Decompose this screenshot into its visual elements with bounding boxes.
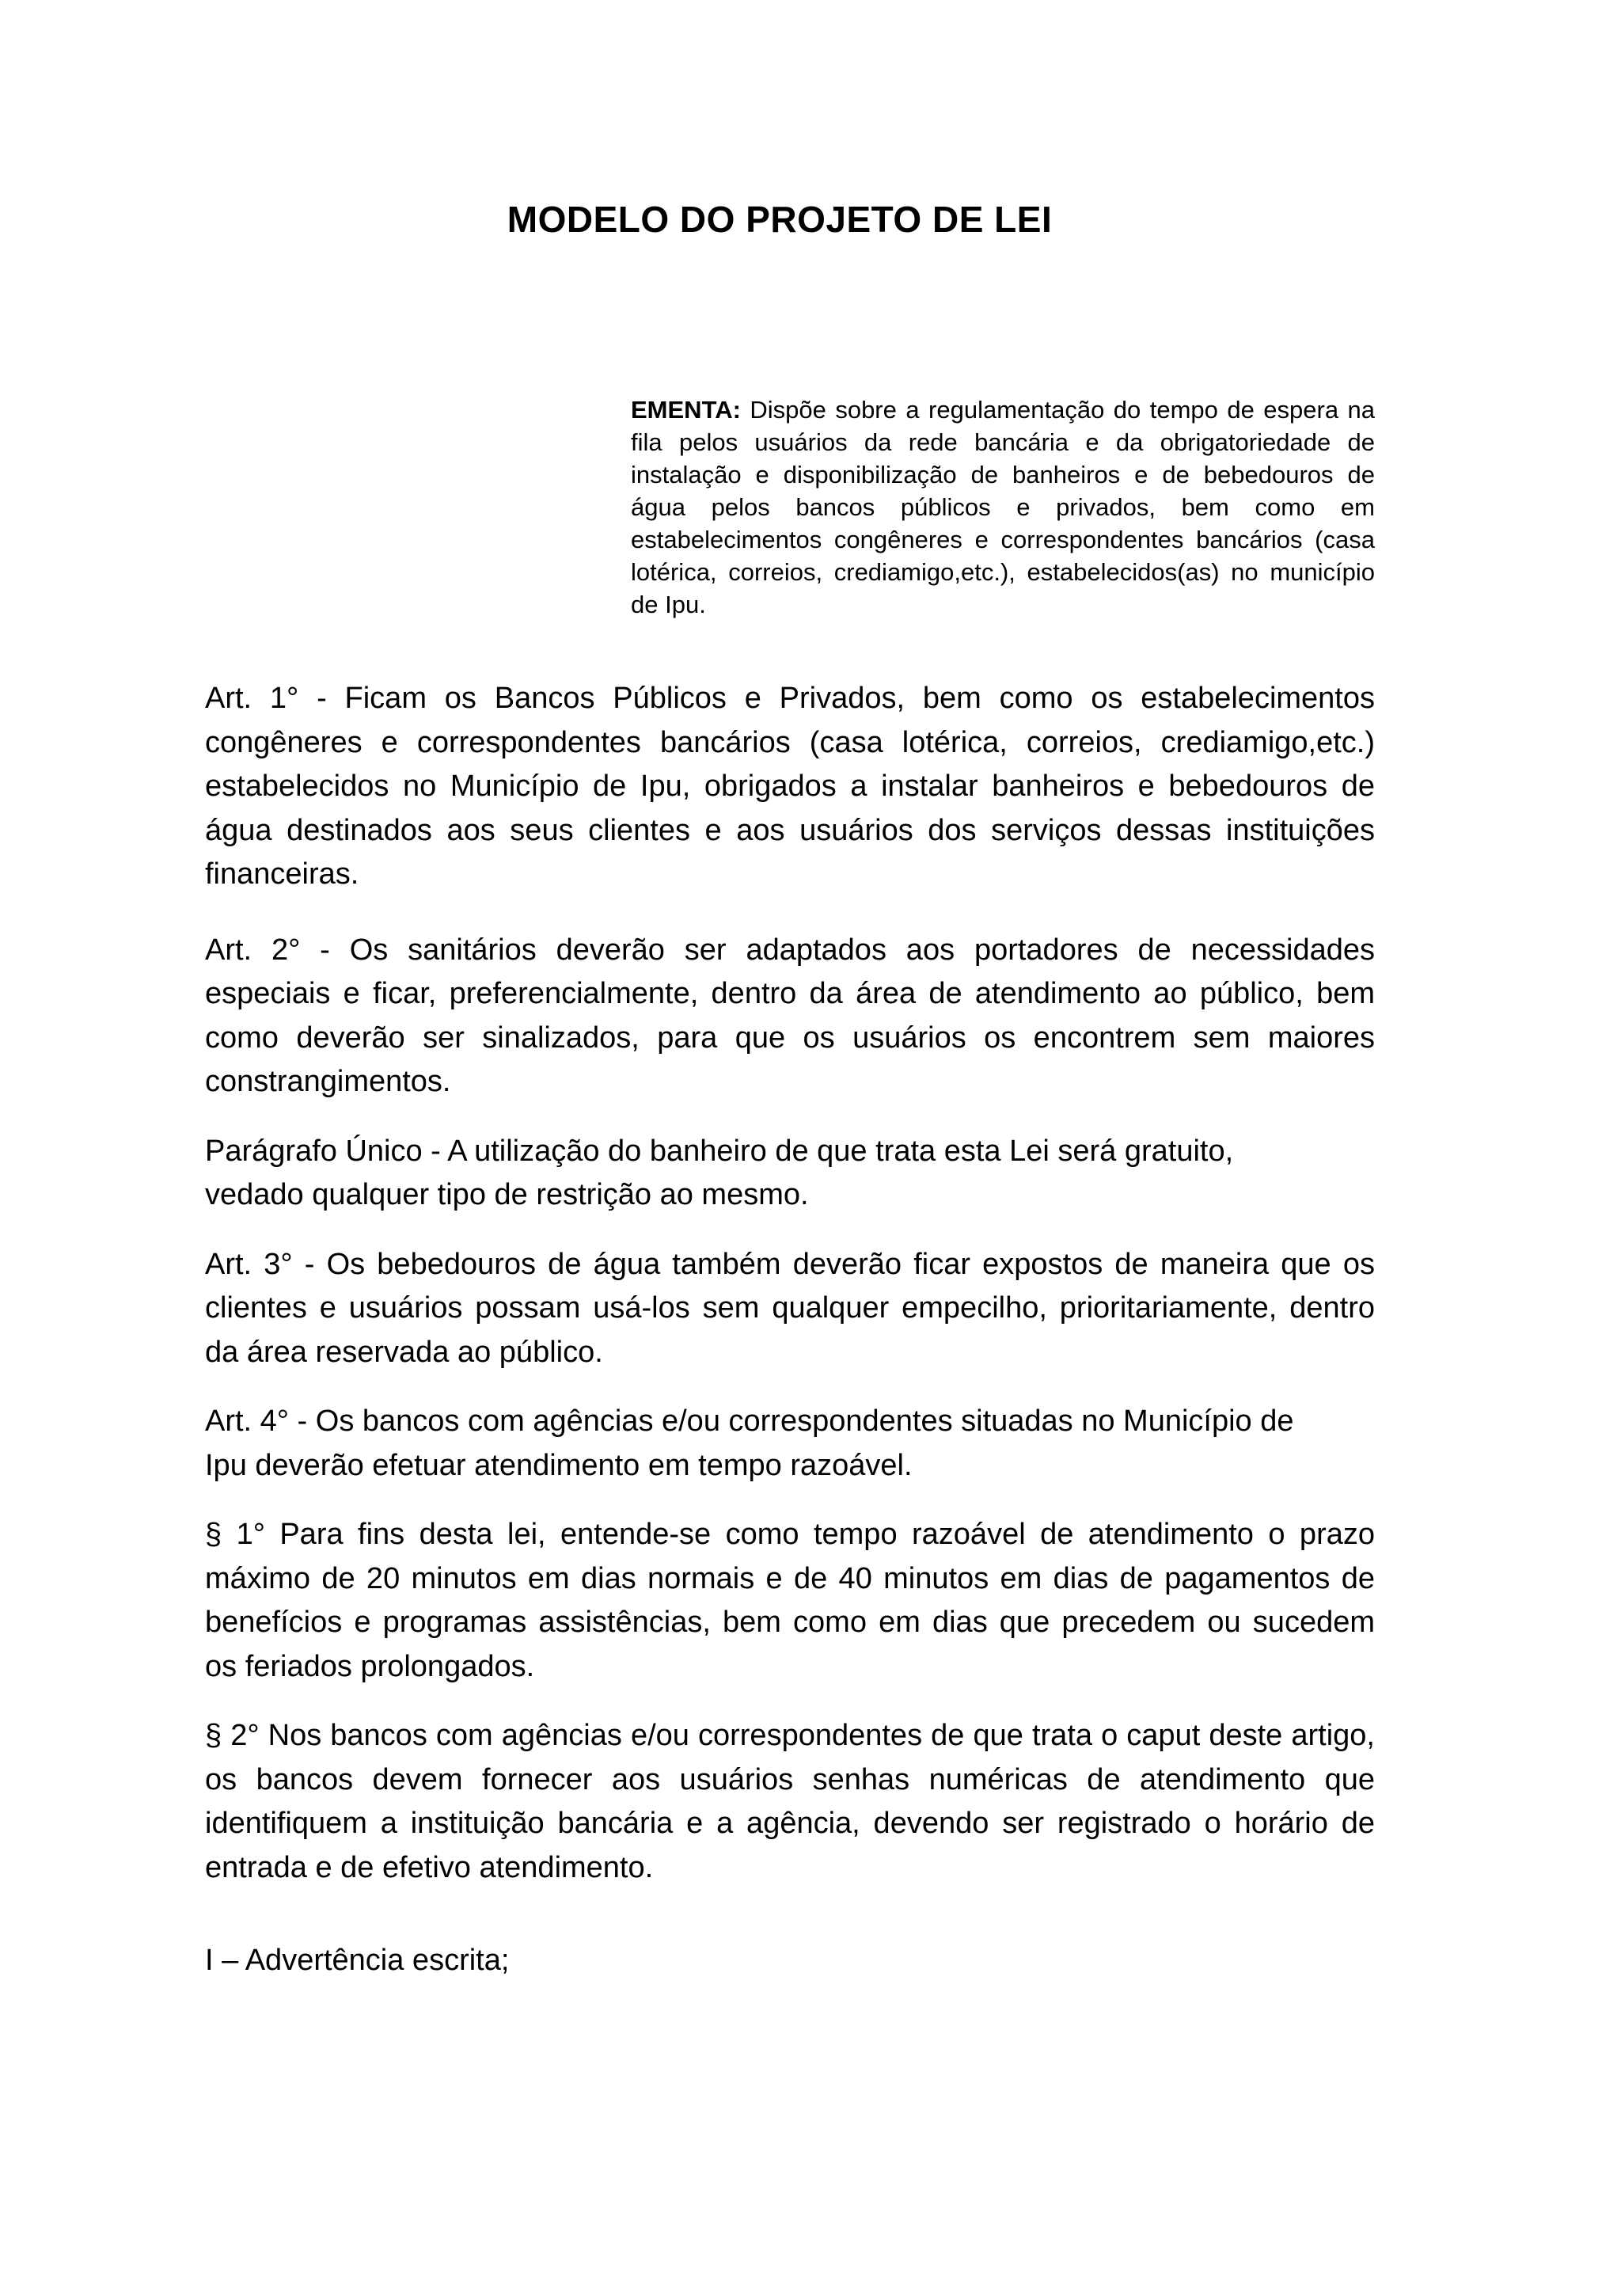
document-title: MODELO DO PROJETO DE LEI xyxy=(507,199,1053,240)
ementa-block xyxy=(631,393,1375,621)
article-4-line-1: Art. 4° - Os bancos com agências e/ou correspondentes situadas no Município de xyxy=(205,1405,1294,1438)
ementa-label: EMENTA: xyxy=(631,396,741,424)
paragrafo-unico-line-1: Parágrafo Único - A utilização do banheiro de que trata esta Lei será gratuito, xyxy=(205,1134,1234,1168)
article-3: Art. 3° - Os bebedouros de água também deverão ficar expostos de maneira que os clientes e usuários possam usá-los sem qualquer empecilho, prioritariamente, dentro da área reservada ao público. xyxy=(205,1247,1375,1369)
document-body xyxy=(205,677,1375,1983)
article-2: Art. 2° - Os sanitários deverão ser adaptados aos portadores de necessidades especiais e ficar, preferencialmente, dentro da área de atendimento ao público, bem como deverão ser sinalizados, para que os usuários os encontrem sem maiores constrangimentos. xyxy=(205,933,1375,1098)
article-4-line-2: Ipu deverão efetuar atendimento em tempo razoável. xyxy=(205,1448,913,1482)
article-4 xyxy=(205,1400,1375,1488)
article-1: Art. 1° - Ficam os Bancos Públicos e Privados, bem como os estabelecimentos congêneres e correspondentes bancários (casa lotérica, correios, crediamigo,etc.) estabelecidos no Município de Ipu, obrigados a instalar banheiros e bebedouros de água destinados aos seus clientes e aos usuários dos serviços dessas instituições financeiras. xyxy=(205,682,1375,891)
paragrafo-unico xyxy=(205,1130,1375,1218)
inciso-1: I – Advertência escrita; xyxy=(205,1944,510,1977)
section-paragraph-2: § 2° Nos bancos com agências e/ou correspondentes de que trata o caput deste artigo, os bancos devem fornecer aos usuários senhas numéricas de atendimento que identifiquem a instituição bancária e a agência, devendo ser registrado o horário de entrada e de efetivo atendimento. xyxy=(205,1719,1375,1884)
ementa-text: Dispõe sobre a regulamentação do tempo de espera na fila pelos usuários da rede bancária e da obrigatoriedade de instalação e disponibilização de banheiros e de bebedouros de água pelos bancos públicos e privados, bem como em estabelecimentos congêneres e correspondentes bancários (casa lotérica, correios, crediamigo,etc.), estabelecidos(as) no município de Ipu. xyxy=(631,396,1375,618)
section-paragraph-1: § 1° Para fins desta lei, entende-se como tempo razoável de atendimento o prazo máximo de 20 minutos em dias normais e de 40 minutos em dias de pagamentos de benefícios e programas assistências, bem como em dias que precedem ou sucedem os feriados prolongados. xyxy=(205,1518,1375,1683)
paragrafo-unico-line-2: vedado qualquer tipo de restrição ao mesmo. xyxy=(205,1178,809,1211)
